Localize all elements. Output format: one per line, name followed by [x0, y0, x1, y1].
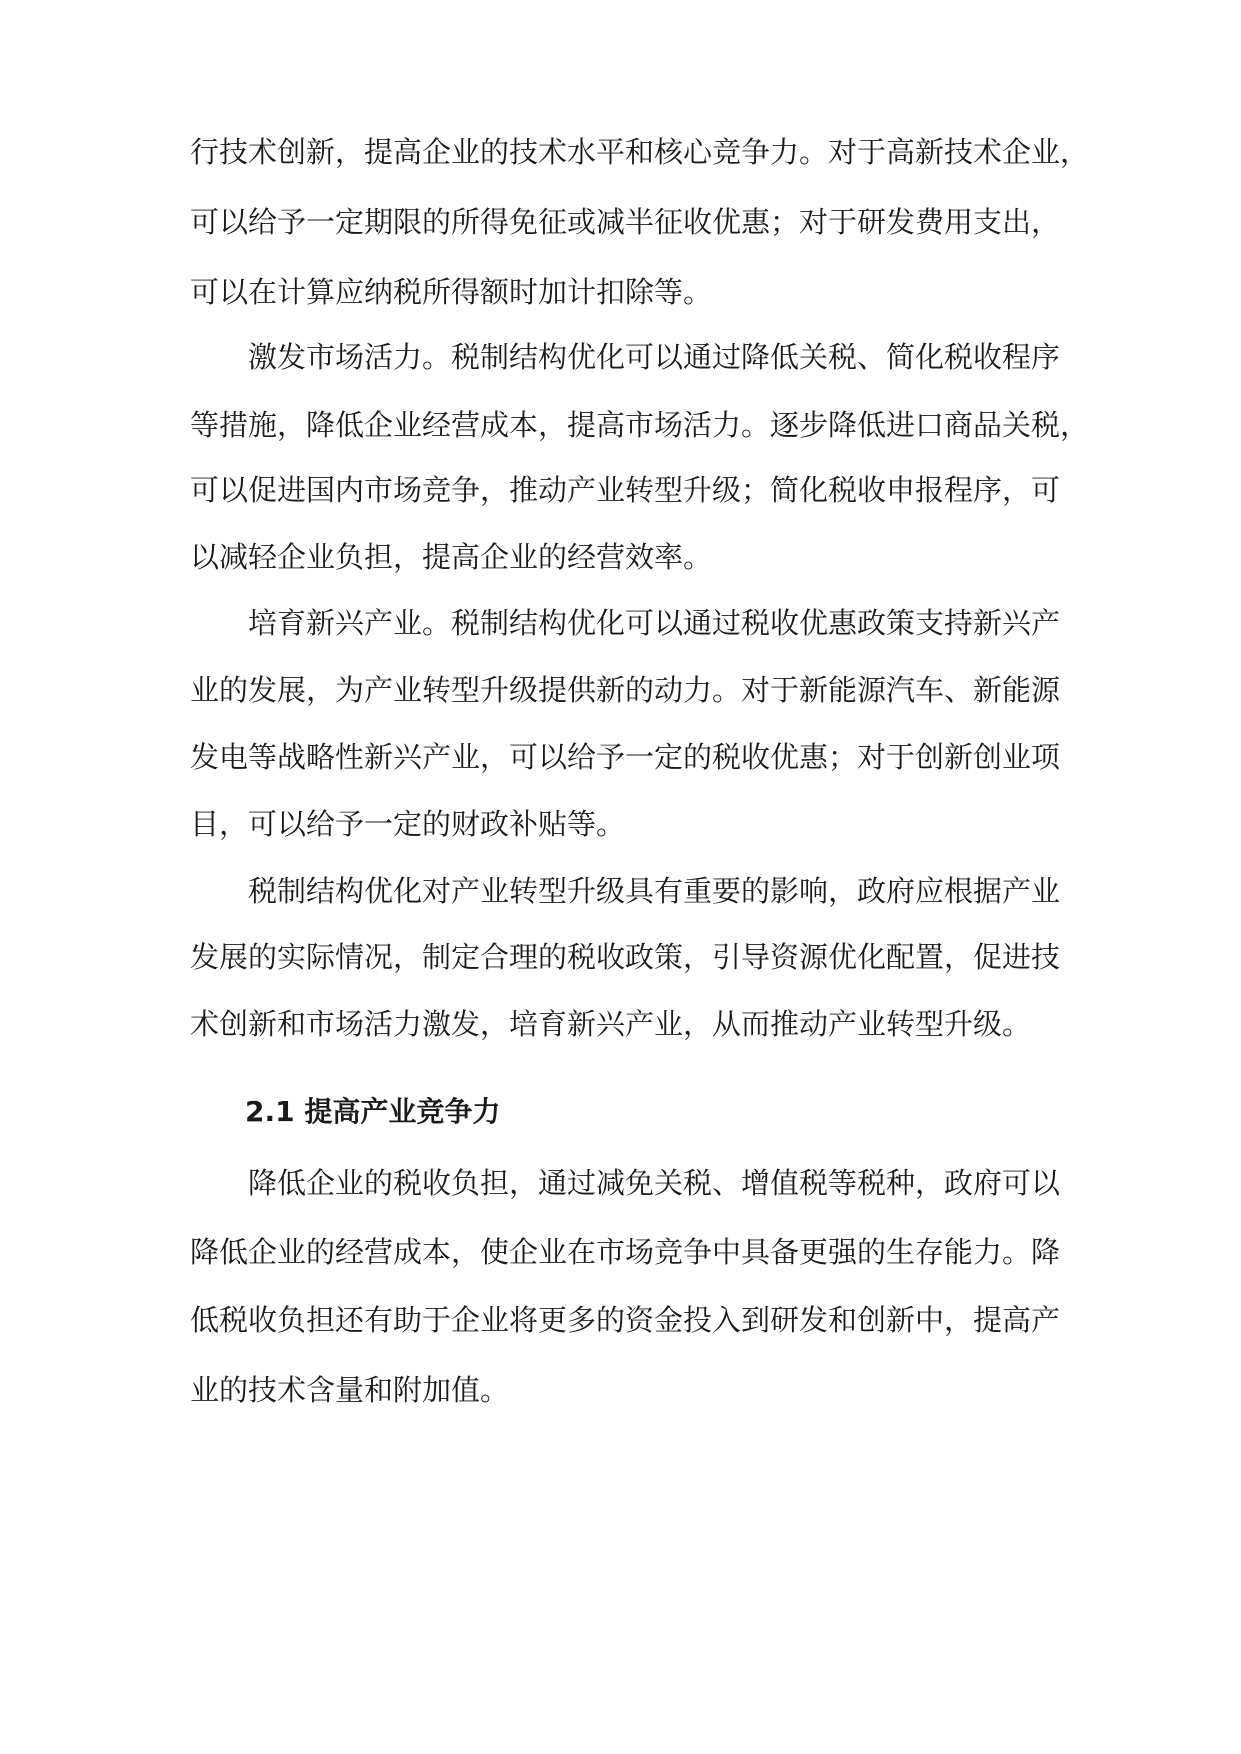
paragraph-line: 降低企业的经营成本，使企业在市场竞争中具备更强的生存能力。降 [190, 1235, 1061, 1269]
paragraph-line: 可以在计算应纳税所得额时加计扣除等。 [190, 275, 713, 309]
paragraph-line: 行技术创新，提高企业的技术水平和核心竞争力。对于高新技术企业， [190, 135, 1090, 169]
paragraph-line: 以减轻企业负担，提高企业的经营效率。 [190, 540, 713, 574]
section-heading: 2.1 提高产业竞争力 [245, 1095, 501, 1128]
paragraph-line: 目，可以给予一定的财政补贴等。 [190, 807, 626, 841]
paragraph-line: 术创新和市场活力激发，培育新兴产业，从而推动产业转型升级。 [190, 1007, 1032, 1041]
paragraph-line: 可以给予一定期限的所得免征或减半征收优惠；对于研发费用支出， [190, 205, 1061, 239]
paragraph-line: 激发市场活力。税制结构优化可以通过降低关税、简化税收程序 [248, 340, 1061, 374]
paragraph-line: 等措施，降低企业经营成本，提高市场活力。逐步降低进口商品关税， [190, 408, 1090, 442]
paragraph-line: 发电等战略性新兴产业，可以给予一定的税收优惠；对于创新创业项 [190, 740, 1061, 774]
paragraph-line: 降低企业的税收负担，通过减免关税、增值税等税种，政府可以 [248, 1166, 1061, 1200]
paragraph-line: 培育新兴产业。税制结构优化可以通过税收优惠政策支持新兴产 [248, 606, 1061, 640]
paragraph-line: 业的发展，为产业转型升级提供新的动力。对于新能源汽车、新能源 [190, 673, 1061, 707]
paragraph-line: 业的技术含量和附加值。 [190, 1373, 510, 1407]
paragraph-line: 税制结构优化对产业转型升级具有重要的影响，政府应根据产业 [248, 874, 1061, 908]
paragraph-line: 可以促进国内市场竞争，推动产业转型升级；简化税收申报程序，可 [190, 473, 1061, 507]
paragraph-line: 低税收负担还有助于企业将更多的资金投入到研发和创新中，提高产 [190, 1303, 1061, 1337]
paragraph-line: 发展的实际情况，制定合理的税收政策，引导资源优化配置，促进技 [190, 940, 1061, 974]
